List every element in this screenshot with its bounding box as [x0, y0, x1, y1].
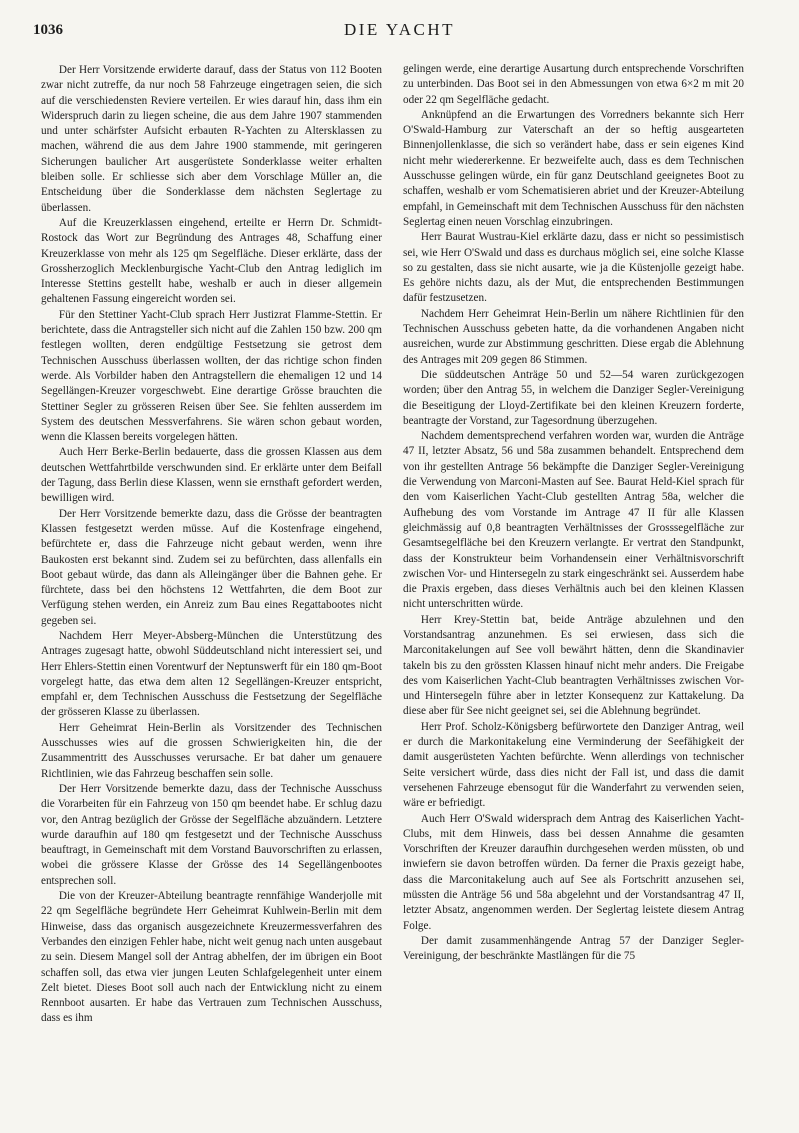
- paragraph: Herr Krey-Stettin bat, beide Anträge abzulehnen und den Vorstandsantrag anzunehmen. Es sei erwiesen, dass sich die Marconitakelungen auf See voll bewährt hätten, denn die Skandinavier takeln bis zu den grössten Klassen hinauf nicht mehr anders. Die Freigabe des vom Kaiserlichen Yacht-Club beantragten Verhältnisses zwischen Vor- und Hintersegeln führe aber in letzter Konsequenz zur Kattakelung. Da diese aber für See nicht geeignet sei, sei die Ablehnung begründet.: [403, 613, 744, 718]
- paragraph: Die süddeutschen Anträge 50 und 52—54 waren zurückgezogen worden; über den Antrag 55, in welchem die Danziger Segler-Vereinigung die Beseitigung der Lloyd-Zertifikate bei den kleinen Kreuzern forderte, beantragte der Vorstand, zur Tagesordnung überzugehen.: [403, 368, 744, 427]
- paragraph: Herr Geheimrat Hein-Berlin als Vorsitzender des Technischen Ausschusses wies auf die grossen Schwierigkeiten hin, die der Zusammentritt des Ausschusses verursache. Er bat daher um genauere Richtlinien, wie das Fahrzeug beschaffen sein solle.: [41, 721, 382, 780]
- paragraph: Der Herr Vorsitzende bemerkte dazu, dass die Grösse der beantragten Klassen festgesetzt werden müsse. Auf die Kostenfrage eingehend, befürchtete er, dass die Fahrzeuge nicht gebaut werden, wenn ihre Baukosten erst bekannt sind. Zudem sei zu befürchten, dass allenfalls ein Boot gebaut würde, das dann als Alleingänger über die Bahnen gehe. Er fürchtete, dass bei den höchstens 12 Wettfahrten, die dem Boot zur Verfügung stehen werden, ein Anreiz zum Bau eines Regattabootes nicht gegeben sei.: [41, 507, 382, 627]
- right-column: [403, 62, 744, 965]
- page-number: 1036: [33, 22, 63, 38]
- paragraph: Der Herr Vorsitzende bemerkte dazu, dass der Technische Ausschuss die Vorarbeiten für ein Fahrzeug von 150 qm beendet habe. Er schlug dazu vor, den Antrag bezüglich der Grösse der Segelfläche abzuändern. Letztere wurde daraufhin auf 180 qm festgesetzt und der Technische Ausschuss beauftragt, in Gemeinschaft mit dem Vorstand Bauvorschriften zu erlassen, wobei die grössere Klasse der Grösse des 14 Segellängenbootes entsprechen soll.: [41, 782, 382, 887]
- paragraph: Auf die Kreuzerklassen eingehend, erteilte er Herrn Dr. Schmidt-Rostock das Wort zur Begründung des Antrages 48, Schaffung einer Kreuzerklasse von mehr als 125 qm Segelfläche. Dieser erklärte, dass der Grossherzoglich Mecklenburgische Yacht-Club den Antrag lediglich im Interesse Stettins gestellt habe, weshalb er auch in dieser allgemein gehaltenen Fassung eingereicht worden sei.: [41, 216, 382, 306]
- paragraph: Auch Herr O'Swald widersprach dem Antrag des Kaiserlichen Yacht-Clubs, mit dem Hinweis, dass bei dessen Annahme die gesamten Vorschriften der Kreuzer daraufhin durchgesehen werden müssten, ob und inwiefern sie davon betroffen würden. Da ferner die Praxis gezeigt habe, dass die Marconitakelung auch auf See als Fortschritt anzusehen sei, müssten die Anträge 56 und 58a abgelehnt und der Vorstandsantrag 47 II, letzter Absatz, angenommen werden. Der Seglertag leistete diesem Antrag Folge.: [403, 812, 744, 932]
- running-title: DIE YACHT: [343, 20, 456, 39]
- paragraph: Auch Herr Berke-Berlin bedauerte, dass die grossen Klassen aus dem deutschen Wettfahrtbilde verschwunden sind. Er erklärte unter dem Beifall der Tagung, dass Berlin diese Klassen, wenn sie ernsthaft gefordert werden, bewilligen wird.: [41, 446, 382, 505]
- paragraph: Der Herr Vorsitzende erwiderte darauf, dass der Status von 112 Booten zwar nicht zutreffe, da nur noch 58 Fahrzeuge eingetragen seien, die sich auf die verschiedensten Reviere verteilen. Er wies darauf hin, dass ihm ein Widerspruch darin zu liegen scheine, die aus dem Jahre 1907 stammenden und unter schärfster Aufsicht erbauten R-Yachten zu Altersklassen zu machen, während die aus dem Jahre 1900 stammende, mit geringeren Sicherungen baulicher Art ausgerüstete Sonderklasse weiter erhalten bleiben solle. Er schliesse sich aber dem Vorschlage Müller an, die Entscheidung über die Sonderklasse dem nächsten Seglertage zu überlassen.: [41, 64, 382, 214]
- paragraph: Für den Stettiner Yacht-Club sprach Herr Justizrat Flamme-Stettin. Er berichtete, dass die Antragsteller sich nicht auf die Zahlen 150 bzw. 200 qm festlegen wollten, deren endgültige Festsetzung sie getrost dem Technischen Ausschuss überlassen wollten, der das richtige schon finden werde. Als Vorbilder haben den Antragstellern die ehemaligen 12 und 14 Segellängen-Kreuzer vorgeschwebt. Eine derartige Grösse brauchten die Stettiner Segler zu grösseren Reisen über See. Sie fehlten ausserdem im System des deutschen Messverfahrens. Sie wären schon gebaut worden, wenn die Klassen bereits vorgelegen hätten.: [41, 308, 382, 444]
- paragraph: Anknüpfend an die Erwartungen des Vorredners bekannte sich Herr O'Swald-Hamburg zur Vaterschaft an der so heftig ausgearteten Binnenjollenklasse, die sich so verändert habe, dass er sein eigenes Kind nicht mehr wiedererkenne. Er bezweifelte auch, dass es dem Technischen Ausschusse gelingen würde, ein für ganz Deutschland geeignetes Boot zu schaffen, weshalb er vom Schematisieren abriet und der Kreuzer-Abteilung empfahl, in Gemeinschaft mit dem Technischen Ausschuss für den nächsten Seglertag einen neuen Vorschlag einzubringen.: [403, 108, 744, 228]
- paragraph: Nachdem dementsprechend verfahren worden war, wurden die Anträge 47 II, letzter Absatz, 56 und 58a zusammen behandelt. Entsprechend dem von ihr gestellten Antrage 56 bekämpfte die Danziger Segler-Vereinigung die Verwendung von Marconi-Masten auf See. Baurat Held-Kiel sprach für den vom Kaiserlichen Yacht-Club gestellten Antrag 58a, welcher die Aufhebung des vom Vorstande im Antrage 47 II für alle Klassen gleichmässig auf 0,8 beantragten Verhältnisses der Grosssegelfläche zur Gesamtsegelfläche bei den Kreuzern verlangte. Er vertrat den Standpunkt, dass der Konstrukteur beim Vorhandensein einer Verhältnisvorschrift zwischen Vor- und Hintersegeln zu stark eingeschränkt sei. Ausserdem habe die Praxis ergeben, dass dieses Verhältnis auch bei den kleinen Klassen nicht unterschritten würde.: [403, 430, 744, 611]
- left-column: [41, 63, 382, 1027]
- paragraph: Herr Prof. Scholz-Königsberg befürwortete den Danziger Antrag, weil er durch die Markonitakelung eine Verminderung der Seefähigkeit der damit ausgerüsteten Yachten befürchte. Wenn allerdings von technischer Seite versichert würde, dass dies nicht der Fall ist, und dass die damit versehenen Fahrzeuge ebensogut für die Wanderfahrt zu verwenden seien, wäre er befriedigt.: [403, 720, 744, 810]
- paragraph: Der damit zusammenhängende Antrag 57 der Danziger Segler-Vereinigung, der beschränkte Mastlängen für die 75: [403, 934, 744, 963]
- paragraph-continuation: gelingen werde, eine derartige Ausartung durch entsprechende Vorschriften zu unterbinden. Das Boot sei in den Abmessungen von etwa 6×2 m mit 20 oder 22 qm Segelfläche gedacht.: [403, 63, 744, 106]
- paragraph: Nachdem Herr Meyer-Absberg-München die Unterstützung des Antrages zugesagt hatte, obwohl Süddeutschland nicht interessiert sei, und Herr Ehlers-Stettin einen Vorentwurf der Neptunswerft für ein 180 qm-Boot vorgelegt hatte, das etwa dem alten 12 Segellängen-Kreuzer entspricht, empfahl er, dem Technischen Ausschuss die Festsetzung der Segelfläche der grösseren Klasse zu überlassen.: [41, 629, 382, 719]
- paragraph: Die von der Kreuzer-Abteilung beantragte rennfähige Wanderjolle mit 22 qm Segelfläche begründete Herr Geheimrat Kuhlwein-Berlin mit dem Hinweise, dass das organisch ausgezeichnete Kreuzermessverfahren des Verbandes den einzigen Fehler habe, nicht weit genug nach unten ausgebaut zu sein. Diesem Mangel soll der Antrag abhelfen, der im übrigen ein Boot schaffen soll, das etwa vier jungen Leuten Schlafgelegenheit unter einem Zelt bietet. Dieses Boot soll auch nach der Entwicklung nicht zu einem Rennboot ausarten. Er habe das Vertrauen zum Technischen Ausschuss, dass es ihm: [41, 890, 382, 1025]
- paragraph: Herr Baurat Wustrau-Kiel erklärte dazu, dass er nicht so pessimistisch sei, wie Herr O'Swald und dass es durchaus möglich sei, eine solche Klasse so zu gestalten, dass sie nicht ausarte, wie ja die Küstenjolle gezeigt habe. Es gehöre nichts dazu, als der Mut, die entsprechenden Bestimmungen dafür festzusetzen.: [403, 231, 744, 305]
- paragraph: Nachdem Herr Geheimrat Hein-Berlin um nähere Richtlinien für den Technischen Ausschuss gebeten hatte, da die vorhandenen Angaben nicht ausreichen, wurde zur Abstimmung geschritten. Diese ergab die Ablehnung des Antrages mit 209 gegen 86 Stimmen.: [403, 307, 744, 366]
